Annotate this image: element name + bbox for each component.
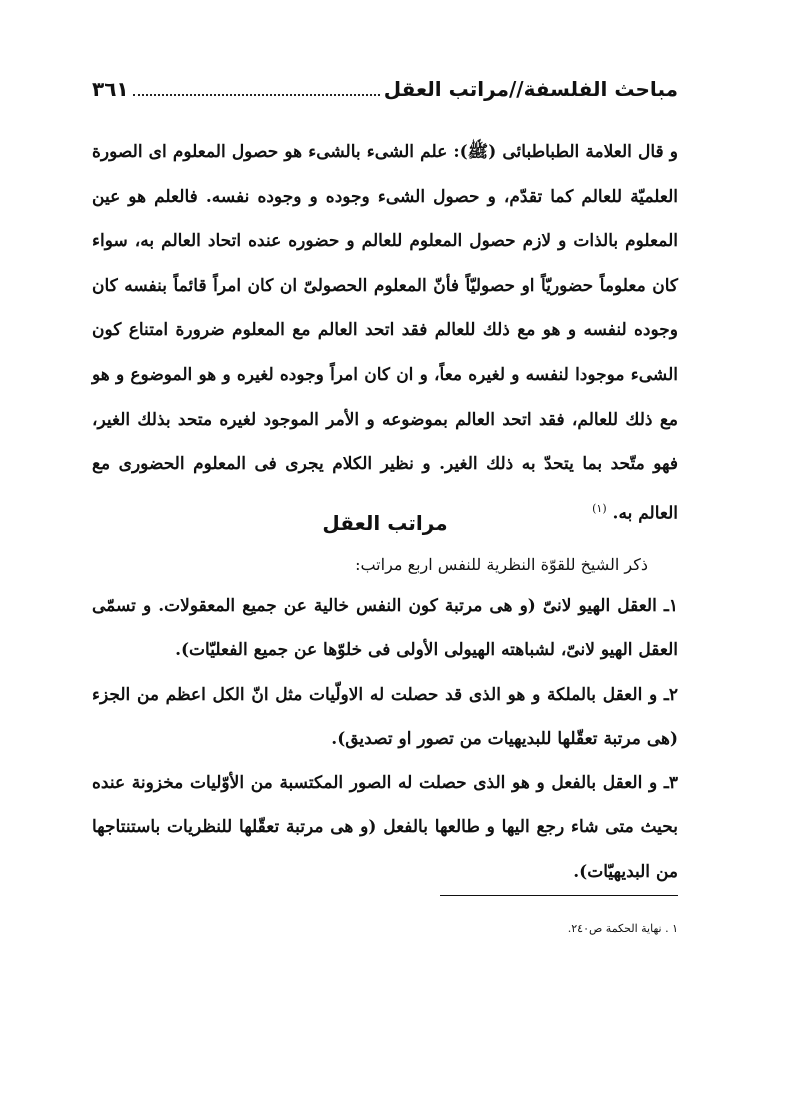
section-heading: مراتب العقل xyxy=(322,511,448,535)
section-intro: ذکر الشیخ للقوّة النظریة للنفس اربع مراتب: xyxy=(355,555,648,574)
list-item: ٢ـ و العقل بالملکة و هو الذی قد حصلت له الاولّیات مثل انّ الکل اعظم من الجزء (هی مرتبة تعقّلها للبدیهیات من تصور او تصدیق). xyxy=(92,684,678,749)
list-item: ٣ـ و العقل بالفعل و هو الذی حصلت له الصور المکتسبة من الأوّلیات مخزونة عنده بحیث متی شاء رجع الیها و طالعها بالفعل (و هی مرتبة تعقّلها للنظریات باستنتاجها من البدیهیّات). xyxy=(92,773,678,882)
running-header xyxy=(92,64,678,104)
paragraph-allameh-quote xyxy=(92,130,678,536)
page-number: ٣٦١ xyxy=(92,77,129,101)
levels-list xyxy=(92,584,678,894)
footnote: ١ . نهاية الحكمة ص٢٤٠. xyxy=(567,922,678,935)
footnote-reference: (١) xyxy=(592,501,607,515)
list-item: ١ـ العقل الهیو لانیّ (و هی مرتبة کون النفس خالیة عن جمیع المعقولات. و تسمّی العقل الهیو لانیّ، لشباهته الهیولی الأولی فی خلوّها عن جمیع الفعلیّات). xyxy=(92,596,678,661)
paragraph-body: و قال العلامة الطباطبائی (ﷺ): علم الشیء بالشیء هو حصول المعلوم ای الصورة العلمیّة للعالم کما تقدّم، و حصول الشیء وجوده و وجوده نفسه. فالعلم هو عین المعلوم بالذات و لازم حصول المعلوم للعالم و حضوره عنده اتحاد العالم به، سواء کان معلوماً حضوریّاً او حصولیّاً فأنّ المعلوم الحصولیّ ان کان امراً قائماً بنفسه کان وجوده لنفسه و هو مع ذلك للعالم فقد اتحد العالم مع المعلوم ضرورة امتناع کون الشیء موجودا لنفسه و لغیره معاً، و ان کان امراً وجوده لغیره و هو الموضوع و هو مع ذلك للعالم، فقد اتحد العالم بموضوعه و الأمر الموجود لغیره متحد بذلك الغیر، فهو متّحد بما یتحدّ به ذلك الغیر. و نظیر الکلام یجری فی المعلوم الحضوری مع العالم به. xyxy=(92,142,678,524)
header-title: مباحث الفلسفة//مراتب العقل xyxy=(383,77,678,101)
paragraph-text xyxy=(92,130,678,536)
footnote-separator xyxy=(440,895,678,896)
header-dotted-leader xyxy=(133,94,380,96)
